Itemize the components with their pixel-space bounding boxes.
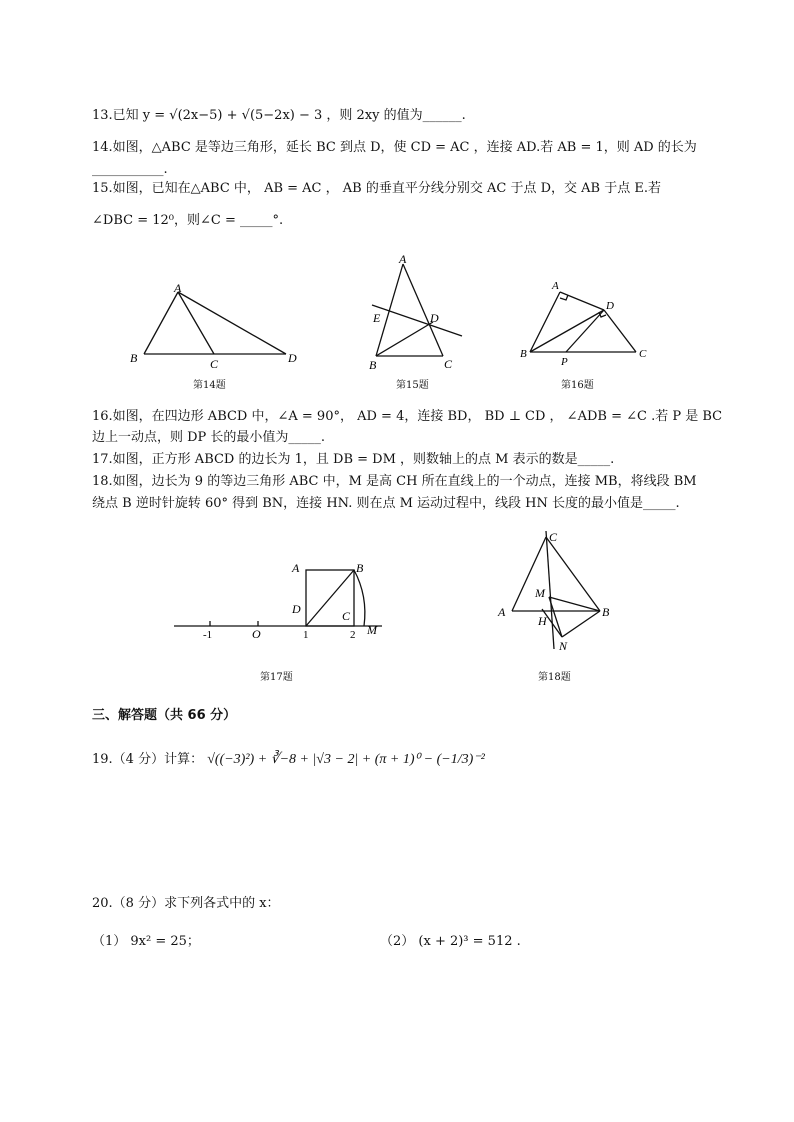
figure-14 [126,282,306,372]
question-14-line1 [92,138,697,158]
figure-15-caption: 第15题 [396,380,429,391]
question-16-text-2: 边上一动点，则 DP 长的最小值为_____. [92,430,326,445]
question-20 [92,894,280,914]
question-20-text: 20.（8 分）求下列各式中的 x： [92,896,280,911]
fig17-label-a: A [292,561,300,575]
fig17-label-o: O [252,627,261,641]
fig16-label-c: C [639,348,647,360]
fig16-segment-ad [560,292,604,310]
question-16-line1 [92,407,722,427]
question-14-blank: ___________. [92,162,168,177]
fig18-label-n: N [559,639,568,653]
fig15-label-b: B [369,358,377,372]
figure-14-caption: 第14题 [193,380,226,391]
fig18-segment-cb [546,537,600,611]
question-18-line1 [92,472,697,492]
question-14-line2 [92,160,168,180]
fig18-line-ch [546,531,554,649]
fig18-label-c: C [549,530,558,544]
fig14-label-c: C [210,357,219,371]
fig18-label-h: H [538,614,547,628]
fig17-label-c: C [342,609,351,623]
question-15-text-2: ∠DBC = 12⁰，则∠C = _____°. [92,213,284,228]
fig16-segment-dc [604,310,636,352]
fig17-arc-bm [354,570,365,626]
fig14-segment-ac [178,292,214,354]
question-16-line2 [92,428,325,448]
fig16-right-angle-a [560,295,568,300]
question-20-part-1 [92,932,200,952]
question-20-part-2-text: （2） (x + 2)³ = 512 . [380,934,521,949]
question-17-text: 17.如图，正方形 ABCD 的边长为 1，且 DB = DM ，则数轴上的点 M 表示的数是_____. [92,452,615,467]
figure-18-caption: 第18题 [538,672,571,683]
fig16-label-a: A [552,280,559,292]
question-19 [92,750,485,770]
fig15-label-a: A [399,252,407,266]
question-13 [92,106,466,126]
question-16-text: 16.如图，在四边形 ABCD 中，∠A = 90°， AD = 4，连接 BD， BD ⊥ CD ， ∠ADB = ∠C .若 P 是 BC [92,409,723,424]
fig15-segment-ac [403,264,443,356]
fig14-label-a: A [174,282,182,295]
question-15-text: 15.如图，已知在△ABC 中， AB = AC ， AB 的垂直平分线分别交 AC 于点 D，交 AB 于点 E.若 [92,181,661,196]
fig18-segment-mn [549,597,562,637]
fig15-label-d: D [430,311,439,325]
figure-16 [516,276,656,372]
question-18-line2 [92,494,680,514]
fig15-label-c: C [444,357,453,371]
question-18-text: 18.如图，边长为 9 的等边三角形 ABC 中，M 是高 CH 所在直线上的一个动点，连接 MB，将线段 BM [92,474,697,489]
fig18-label-b: B [602,605,610,619]
fig17-label-minus1: -1 [203,629,213,641]
fig16-segment-dp [566,310,604,352]
fig14-label-d: D [288,351,297,365]
fig18-segment-mb [549,597,600,611]
fig17-label-m: M [367,623,377,637]
figure-16-caption: 第16题 [561,380,594,391]
figure-15 [362,250,467,372]
question-15-line2 [92,211,283,231]
figure-17-caption: 第17题 [260,672,293,683]
question-19-expression: √((−3)²) + ∛−8 + |√3 − 2| + (π + 1)⁰ − (−1/3)⁻² [207,752,485,767]
figure-18 [494,527,624,657]
fig14-segment-ad [178,292,286,354]
fig18-label-a: A [498,605,506,619]
figure-17 [170,556,390,646]
fig17-label-b: B [356,561,364,575]
question-20-part-2 [380,932,521,952]
fig18-label-m: M [535,586,545,600]
question-20-part-1-text: （1） 9x² = 25； [92,934,200,949]
question-13-text: 13.已知 y = √(2x−5) + √(5−2x) − 3 ，则 2xy 的值为______. [92,108,466,123]
question-14-text: 14.如图，△ABC 是等边三角形，延长 BC 到点 D，使 CD = AC ，连接 AD.若 AB = 1，则 AD 的长为 [92,140,697,155]
question-15-line1 [92,179,661,199]
question-19-label: 19.（4 分）计算： [92,752,204,767]
question-17 [92,450,614,470]
question-18-text-2: 绕点 B 逆时针旋转 60° 得到 BN，连接 HN. 则在点 M 运动过程中，线段 HN 长度的最小值是_____. [92,496,680,511]
fig17-label-1: 1 [303,629,309,641]
section-3-heading [92,706,236,726]
fig17-label-2: 2 [350,629,356,641]
fig15-label-e: E [373,311,381,325]
fig18-segment-bn [562,611,600,637]
fig14-label-b: B [130,351,138,365]
section-3-title: 三、解答题（共 66 分） [92,708,237,723]
fig16-label-b: B [520,348,527,360]
fig14-segment-ab [144,292,178,354]
fig17-label-d: D [292,602,301,616]
fig16-label-p: P [561,356,568,368]
fig16-label-d: D [606,300,614,312]
